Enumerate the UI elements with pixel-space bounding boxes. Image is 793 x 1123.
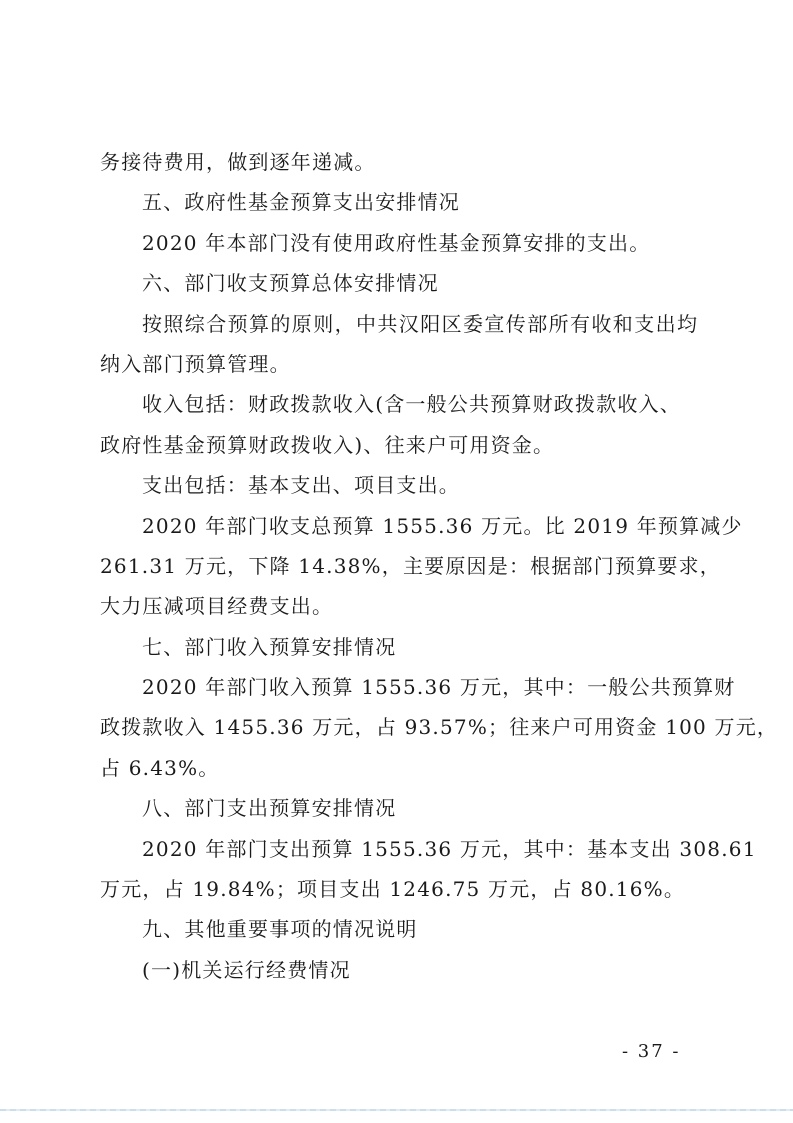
page-number: - 37 - — [622, 1041, 681, 1062]
section-heading-six: 六、部门收支预算总体安排情况 — [142, 271, 439, 296]
body-text-line: 支出包括：基本支出、项目支出。 — [142, 473, 460, 498]
subsection-heading: (一)机关运行经费情况 — [142, 957, 351, 982]
body-text-line: 纳入部门预算管理。 — [100, 351, 291, 376]
section-heading-nine: 九、其他重要事项的情况说明 — [142, 917, 418, 942]
body-text-line: 政府性基金预算财政拨收入)、往来户可用资金。 — [100, 432, 555, 457]
body-text-line: 收入包括：财政拨款收入(含一般公共预算财政拨款收入、 — [142, 392, 682, 417]
body-text-line: 务接待费用，做到逐年递减。 — [100, 150, 376, 174]
section-heading-eight: 八、部门支出预算安排情况 — [142, 796, 397, 821]
body-text-line: 2020 年部门收支总预算 1555.36 万元。比 2019 年预算减少 — [142, 513, 743, 538]
body-text-line: 261.31 万元，下降 14.38%，主要原因是：根据部门预算要求， — [100, 553, 721, 578]
body-text-line: 政拨款收入 1455.36 万元，占 93.57%；往来户可用资金 100 万元， — [100, 715, 779, 740]
body-text-line: 2020 年部门支出预算 1555.36 万元，其中：基本支出 308.61 — [142, 836, 757, 861]
page-bottom-divider — [0, 1109, 793, 1111]
body-text-line: 按照综合预算的原则，中共汉阳区委宣传部所有收和支出均 — [142, 311, 699, 336]
body-text-line: 占 6.43%。 — [100, 755, 220, 780]
body-text-line: 2020 年部门收入预算 1555.36 万元，其中：一般公共预算财 — [142, 675, 736, 700]
body-text-line: 大力压减项目经费支出。 — [100, 594, 334, 619]
document-body — [100, 142, 779, 990]
section-heading-seven: 七、部门收入预算安排情况 — [142, 634, 397, 659]
section-heading-five: 五、政府性基金预算支出安排情况 — [142, 190, 460, 215]
body-text-line: 万元，占 19.84%；项目支出 1246.75 万元，占 80.16%。 — [100, 877, 686, 902]
body-text-line: 2020 年本部门没有使用政府性基金预算安排的支出。 — [142, 230, 651, 255]
